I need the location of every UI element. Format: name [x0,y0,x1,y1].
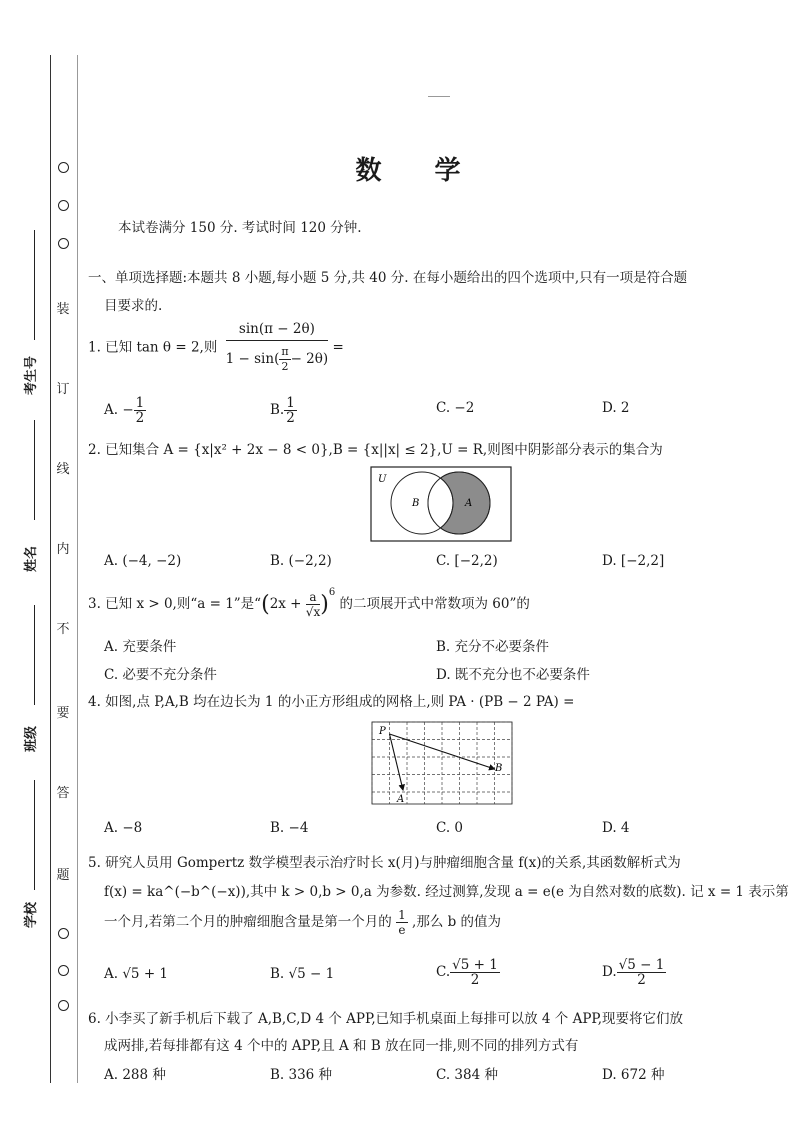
q1-option-b-frac [284,396,297,425]
q1-option-b-den: 2 [286,410,295,426]
grid-label-p: P [379,726,386,737]
q3-frac [306,590,320,619]
seal-circle [58,965,69,976]
q3-option-b[interactable]: B. 充分不必要条件 [436,639,550,655]
q5-option-c-frac [450,958,500,987]
q1-option-a[interactable] [104,396,146,425]
exam-number-line[interactable] [34,230,35,340]
q1-denominator: 1 − sin( $\frac{\pi}{2}$ − 2θ) [225,345,329,373]
q1-pi-num: π [281,345,289,358]
q3-exponent: 6 [328,586,336,598]
q4-option-d[interactable]: D. 4 [602,820,630,836]
name-label: 姓名 [24,545,39,572]
header-mark [428,96,450,97]
q5-option-d-num: √5 − 1 [618,957,665,973]
seal-circle [58,238,69,249]
question-4: 4. 如图,点 P,A,B 均在边长为 1 的小正方形组成的网格上,则 PA · (PB − 2 PA) = [88,694,575,710]
question-1 [88,322,344,374]
q2-option-b[interactable]: B. (−2,2) [270,553,332,569]
q5-option-b[interactable]: B. √5 − 1 [270,966,335,982]
q5-option-d-den: 2 [637,972,646,988]
q6-option-c[interactable]: C. 384 种 [436,1067,498,1083]
q3-option-c[interactable]: C. 必要不充分条件 [104,667,217,683]
q6-option-b[interactable]: B. 336 种 [270,1067,333,1083]
seal-circle [58,928,69,939]
q4-option-a[interactable]: A. −8 [104,820,143,836]
q1-prefix: 1. 已知 tan θ = 2,则 [88,339,218,356]
binding-line-inner [77,55,78,1083]
q1-den-a: 1 − sin [225,351,275,367]
q1-option-a-num: 1 [135,395,145,411]
q5-option-d-label: D. [602,964,617,980]
q5-option-c-label: C. [436,964,451,980]
venn-diagram [370,466,512,542]
page-title: 数 学 [355,156,483,186]
q3-frac-num: a [306,590,320,605]
q3-suffix: 的二项展开式中常数项为 60”的 [339,596,530,612]
q2-option-c[interactable]: C. [−2,2) [436,553,498,569]
school-label: 学校 [24,901,39,928]
seal-char: 答 [56,786,70,801]
q1-option-d[interactable]: D. 2 [602,400,630,416]
exam-number-label: 考生号 [24,355,39,395]
seal-char: 要 [56,706,70,721]
q5-frac-num: 1 [398,908,406,922]
q1-fraction [226,322,329,374]
q6-option-d[interactable]: D. 672 种 [602,1067,665,1083]
q1-option-c[interactable]: C. −2 [436,400,475,416]
seal-char: 订 [56,382,70,397]
q1-option-a-label: A. − [104,402,134,418]
seal-circle [58,200,69,211]
q3-prefix: 3. 已知 x > 0,则“a = 1”是“ [88,596,262,612]
q1-pi-frac [279,345,290,374]
q1-suffix: = [332,339,344,356]
seal-char: 题 [56,868,70,883]
q2-option-a[interactable]: A. (−4, −2) [104,553,182,569]
q3-option-d[interactable]: D. 既不充分也不必要条件 [436,667,590,683]
q3-expr: 2x + [269,596,302,612]
q5-line3-b: ,那么 b 的值为 [412,914,502,930]
class-line[interactable] [34,605,35,705]
q6-option-a[interactable]: A. 288 种 [104,1067,166,1083]
question-5-line3 [104,908,501,937]
q1-option-a-frac [134,396,147,425]
seal-char: 线 [56,462,70,477]
q1-option-a-den: 2 [135,410,145,426]
seal-char: 不 [56,622,70,637]
section-heading: 一、单项选择题:本题共 8 小题,每小题 5 分,共 40 分. 在每小题给出的四个选项中,只有一项是符合题 [88,270,688,286]
exam-intro: 本试卷满分 150 分. 考试时间 120 分钟. [118,220,362,236]
venn-label-a: A [465,498,473,509]
grid-label-b: B [495,763,503,774]
q5-option-a[interactable]: A. √5 + 1 [104,966,169,982]
venn-label-b: B [412,498,420,509]
q1-pi-den: 2 [281,360,289,373]
grid-figure [368,718,516,808]
q3-option-a[interactable]: A. 充要条件 [104,639,177,655]
q1-option-b[interactable] [270,396,297,425]
question-3: 3. 已知 x > 0,则“a = 1”是“(2x + $\frac{a}{√x}$ )$^6$ 的二项展开式中常数项为 60”的 [88,586,530,619]
q2-option-d[interactable]: D. [−2,2] [602,553,665,569]
grid-label-a: A [397,794,405,805]
question-6-line2: 成两排,若每排都有这 4 个中的 APP,且 A 和 B 放在同一排,则不同的排列方式有 [104,1038,579,1054]
seal-char: 内 [56,542,70,557]
seal-char: 装 [56,302,70,317]
q1-numerator: sin(π − 2θ) [226,322,329,341]
q5-frac [396,908,408,937]
q5-option-c-num: √5 + 1 [452,957,498,973]
q1-den-b: − 2θ [290,351,323,367]
q1-option-b-num: 1 [286,395,295,411]
q4-option-c[interactable]: C. 0 [436,820,464,836]
question-5-line1: 5. 研究人员用 Gompertz 数学模型表示治疗时长 x(月)与肿瘤细胞含量 f(x)的关系,其函数解析式为 [88,855,681,871]
name-line[interactable] [34,420,35,520]
class-label: 班级 [24,725,39,752]
question-2: 2. 已知集合 A = {x|x² + 2x − 8 < 0},B = {x||x| ≤ 2},U = R,则图中阴影部分表示的集合为 [88,442,663,458]
q5-line3-a: 一个月,若第二个月的肿瘤细胞含量是第一个月的 [104,914,392,930]
seal-circle [58,1000,69,1011]
school-line[interactable] [34,780,35,890]
q4-option-b[interactable]: B. −4 [270,820,309,836]
question-5-line2: f(x) = ka^(−b^(−x)),其中 k > 0,b > 0,a 为参数. 经过测算,发现 a = e(e 为自然对数的底数). 记 x = 1 表示第 [104,884,789,900]
q3-frac-den: √x [305,605,321,619]
q5-option-c[interactable] [436,958,500,987]
binding-line-outer [50,55,51,1083]
section-heading-cont: 目要求的. [104,298,163,314]
question-6-line1: 6. 小李买了新手机后下载了 A,B,C,D 4 个 APP,已知手机桌面上每排可以放 4 个 APP,现要将它们放 [88,1011,684,1027]
q5-option-d[interactable] [602,958,666,987]
venn-label-u: U [378,474,387,485]
q5-option-c-den: 2 [470,972,480,988]
q1-option-b-label: B. [270,402,285,418]
q5-frac-den: e [398,923,406,937]
q5-option-d-frac [617,958,667,987]
